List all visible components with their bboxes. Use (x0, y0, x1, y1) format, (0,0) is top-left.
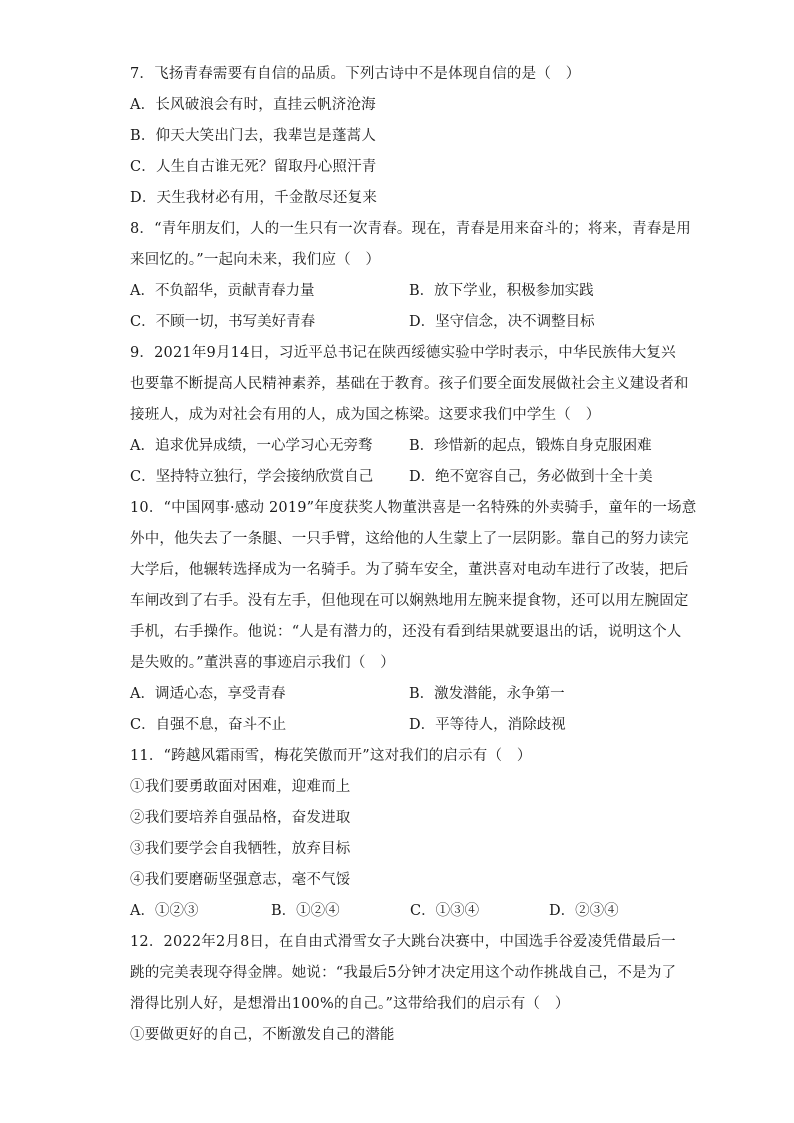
answer-option[interactable]: A．不负韶华，贡献青春力量 (130, 283, 315, 299)
question-stem-line: 外中，他失去了一条腿、一只手臂，这给他的人生蒙上了一层阴影。靠自己的努力读完 (130, 531, 689, 547)
answer-option[interactable]: D．天生我材必有用，千金散尽还复来 (130, 190, 378, 206)
answer-option[interactable]: B．仰天大笑出门去，我辈岂是蓬蒿人 (130, 128, 377, 144)
question-block (130, 745, 670, 931)
statement-item: ①要做更好的自己，不断激发自己的潜能 (130, 1027, 395, 1043)
answer-option[interactable]: B．珍惜新的起点，锻炼自身克服困难 (409, 438, 652, 454)
statement-item: ④我们要磨砺坚强意志，毫不气馁 (130, 872, 351, 888)
question-stem-line: 12．2022年2月8日，在自由式滑雪女子大跳台决赛中，中国选手谷爱凌凭借最后一 (130, 934, 676, 950)
option-row (130, 714, 670, 745)
answer-option[interactable]: A．①②③ (130, 903, 199, 919)
question-stem-line: 大学后，他辗转选择成为一名骑手。为了骑车安全，董洪喜对电动车进行了改装，把后 (130, 562, 689, 578)
question-stem-line: 也要靠不断提高人民精神素养，基础在于教育。孩子们要全面发展做社会主义建设者和 (130, 376, 689, 392)
question-block (130, 931, 677, 1055)
question-stem-line: 跳的完美表现夺得金牌。她说：“我最后5分钟才决定用这个动作挑战自己，不是为了 (130, 965, 677, 981)
question-stem-line: 手机，右手操作。他说：“人是有潜力的，还没有看到结果就要退出的话，说明这个人 (130, 624, 682, 640)
option-row (130, 280, 670, 311)
answer-option[interactable]: C．不顾一切，书写美好青春 (130, 314, 316, 330)
answer-option[interactable]: C．自强不息，奋斗不止 (130, 717, 287, 733)
question-stem-line: 11．“跨越风霜雨雪，梅花笑傲而开”这对我们的启示有（ ） (130, 748, 532, 764)
question-stem-line: 车闸改到了右手。没有左手，但他现在可以娴熟地用左腕来提食物，还可以用左腕固定 (130, 593, 689, 609)
question-stem-line: 7．飞扬青春需要有自信的品质。下列古诗中不是体现自信的是（ ） (130, 66, 581, 82)
statement-item: ①我们要勇敢面对困难，迎难而上 (130, 779, 351, 795)
question-stem-line: 滑得比别人好，是想滑出100%的自己。”这带给我们的启示有（ ） (130, 996, 570, 1012)
question-block (130, 342, 689, 497)
option-row (130, 311, 670, 342)
answer-option[interactable]: B．①②④ (271, 903, 340, 919)
answer-option[interactable]: D．②③④ (549, 903, 619, 919)
option-row (130, 900, 670, 931)
statement-item: ③我们要学会自我牺牲，放弃目标 (130, 841, 351, 857)
answer-option[interactable]: D．坚守信念，决不调整目标 (409, 314, 595, 330)
question-block (130, 218, 691, 342)
answer-option[interactable]: A．调适心态，享受青春 (130, 686, 286, 702)
answer-option[interactable]: D．平等待人，消除歧视 (409, 717, 566, 733)
answer-option[interactable]: C．①③④ (410, 903, 480, 919)
answer-option[interactable]: A．追求优异成绩，一心学习心无旁骛 (130, 438, 373, 454)
answer-option[interactable]: C．人生自古谁无死？留取丹心照汗青 (130, 159, 377, 175)
question-stem-line: 接班人，成为对社会有用的人，成为国之栋梁。这要求我们中学生（ ） (130, 407, 601, 423)
answer-option[interactable]: C．坚持特立独行，学会接纳欣赏自己 (130, 469, 374, 485)
question-stem-line: 8．“青年朋友们，人的一生只有一次青春。现在，青春是用来奋斗的；将来，青春是用 (130, 221, 691, 237)
option-row (130, 683, 670, 714)
question-block (130, 497, 697, 745)
question-block (130, 63, 670, 218)
question-stem-line: 10．“中国网事·感动 2019”年度获奖人物董洪喜是一名特殊的外卖骑手，童年的一场意 (130, 500, 697, 516)
answer-option[interactable]: D．绝不宽容自己，务必做到十全十美 (409, 469, 653, 485)
question-stem-line: 是失败的。”董洪喜的事迹启示我们（ ） (130, 655, 395, 671)
answer-option[interactable]: B．激发潜能，永争第一 (409, 686, 565, 702)
question-stem-line: 9．2021年9月14日，习近平总书记在陕西绥德实验中学时表示，中华民族伟大复兴 (130, 345, 676, 361)
question-list (130, 63, 697, 1055)
question-stem-line: 来回忆的。”一起向未来，我们应（ ） (130, 252, 381, 268)
answer-option[interactable]: B．放下学业，积极参加实践 (409, 283, 594, 299)
option-row (130, 435, 670, 466)
answer-option[interactable]: A．长风破浪会有时，直挂云帆济沧海 (130, 97, 376, 113)
statement-item: ②我们要培养自强品格，奋发进取 (130, 810, 351, 826)
option-row (130, 466, 670, 497)
